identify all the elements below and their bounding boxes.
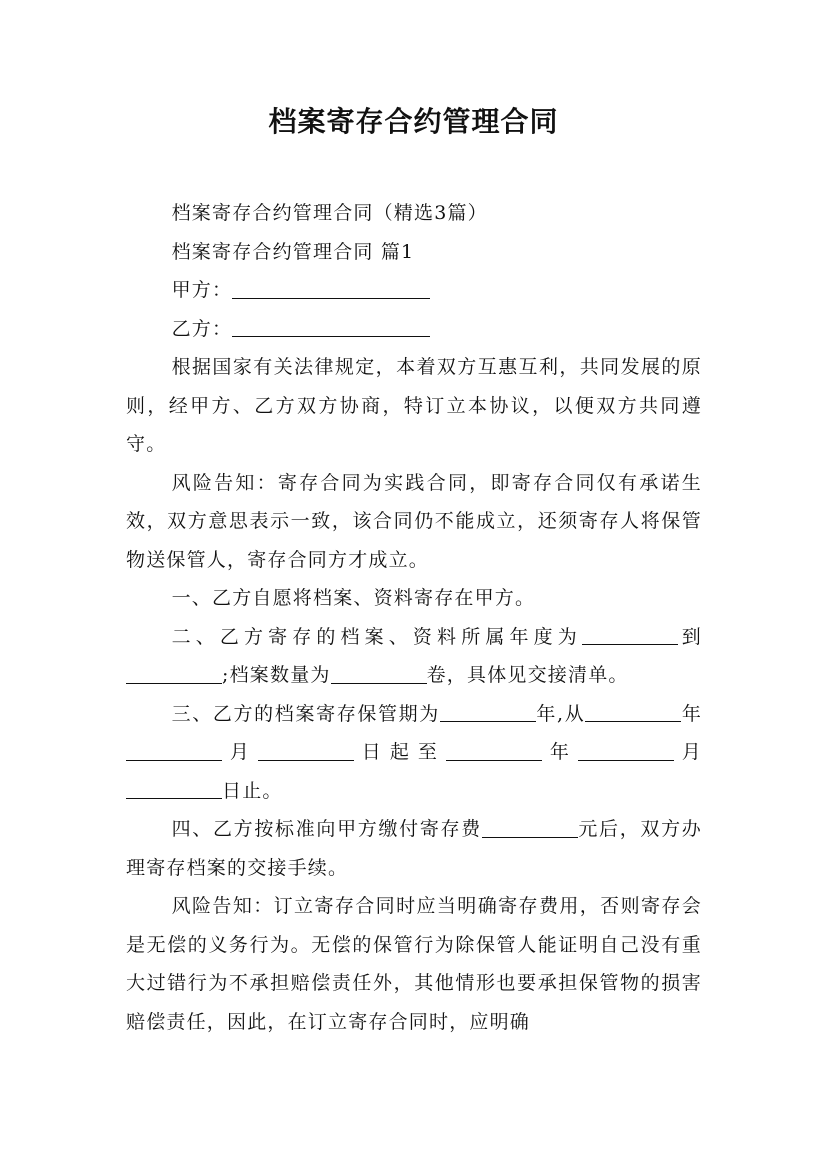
clause-2 (126, 618, 702, 695)
document-title: 档案寄存合约管理合同 (268, 105, 559, 138)
start-day-blank (258, 739, 354, 761)
year-from-blank (582, 623, 678, 645)
clause-3-text-d: 月 (222, 741, 258, 763)
clause-2-text-a: 二、乙方寄存的档案、资料所属年度为 (171, 625, 582, 648)
fee-blank (482, 816, 578, 838)
party-a-label: 甲方： (171, 279, 233, 301)
period-years-blank (440, 700, 536, 722)
party-a-blank (232, 277, 430, 299)
start-year-blank (585, 700, 681, 722)
party-b-blank (232, 315, 430, 337)
clause-3-text-b: 年,从 (535, 702, 586, 725)
risk-notice-2: 风险告知：订立寄存合同时应当明确寄存费用，否则寄存会是无偿的义务行为。无偿的保管行为除保管人能证明自己没有重大过错行为不承担赔偿责任外，其他情形也要承担保管物的损害赔偿责任，因此，在订立寄存合同时，应明确 (126, 895, 702, 1033)
clause-2-text-d: 卷，具体见交接清单。 (426, 664, 629, 686)
year-to-blank (126, 662, 222, 684)
end-day-blank (126, 777, 222, 799)
clause-4-text-b: 元后，双方办理寄存档案的交接手续。 (126, 818, 702, 879)
document-body (126, 194, 702, 1041)
clause-4 (126, 810, 702, 887)
clause-2-text-b: 到 (677, 625, 702, 648)
clause-3-text-f: 年 (542, 741, 578, 763)
clause-2-text-c: ;档案数量为 (222, 664, 331, 686)
end-month-blank (578, 739, 674, 761)
quantity-blank (331, 662, 427, 684)
clause-3-text-c: 年 (681, 702, 703, 725)
clause-3-text-g: 月 (673, 741, 703, 763)
end-year-blank (446, 739, 542, 761)
party-b-label: 乙方： (171, 317, 233, 340)
subtitle: 档案寄存合约管理合同（精选3篇） (171, 202, 488, 224)
party-b-line (126, 310, 702, 349)
clause-1: 一、乙方自愿将档案、资料寄存在甲方。 (171, 587, 536, 609)
clause-3 (126, 695, 702, 811)
section-heading: 档案寄存合约管理合同 篇1 (171, 240, 415, 263)
clause-4-text-a: 四、乙方按标准向甲方缴付寄存费 (171, 818, 482, 840)
start-month-blank (126, 739, 222, 761)
party-a-line (126, 271, 702, 310)
intro-paragraph: 根据国家有关法律规定，本着双方互惠互利，共同发展的原则，经甲方、乙方双方协商，特订立本协议，以便双方共同遵守。 (126, 356, 702, 455)
clause-3-text-a: 三、乙方的档案寄存保管期为 (171, 702, 440, 725)
risk-notice-1: 风险告知：寄存合同为实践合同，即寄存合同仅有承诺生效，双方意思表示一致，该合同仍不能成立，还须寄存人将保管物送保管人，寄存合同方才成立。 (126, 471, 702, 571)
clause-3-text-h: 日止。 (222, 779, 283, 802)
clause-3-text-e: 日起至 (353, 741, 446, 763)
